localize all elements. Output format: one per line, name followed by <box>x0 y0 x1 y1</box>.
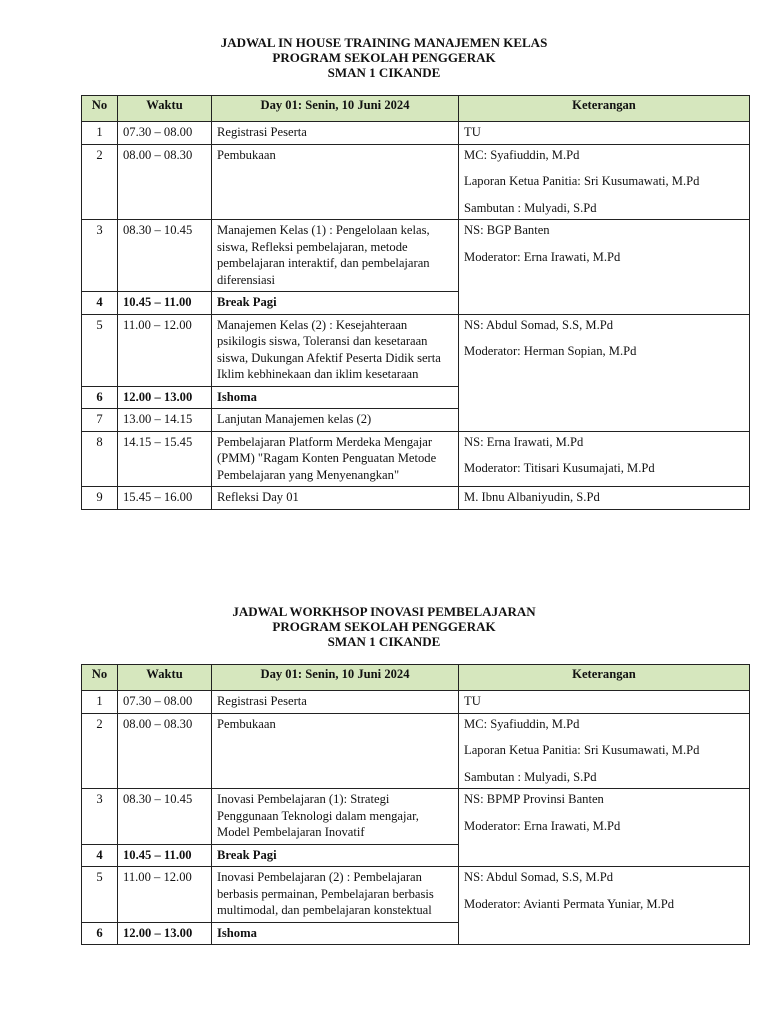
row-keterangan <box>459 867 750 945</box>
row-time: 08.30 – 10.45 <box>118 220 212 292</box>
row-no: 3 <box>82 220 118 292</box>
table-row <box>82 867 750 923</box>
schedule1-title <box>0 35 768 80</box>
row-no: 5 <box>82 867 118 923</box>
row-activity: Break Pagi <box>212 844 459 867</box>
row-time: 11.00 – 12.00 <box>118 314 212 386</box>
row-no: 6 <box>82 386 118 409</box>
keterangan-line: Moderator: Erna Irawati, M.Pd <box>464 249 621 264</box>
row-time: 12.00 – 13.00 <box>118 922 212 945</box>
schedule1-subtitle-line: PROGRAM SEKOLAH PENGGERAK <box>272 50 496 65</box>
keterangan-line: TU <box>464 694 481 708</box>
keterangan-line: Moderator: Titisari Kusumajati, M.Pd <box>464 461 655 475</box>
table-row <box>82 122 750 145</box>
table-row <box>82 713 750 789</box>
row-time: 11.00 – 12.00 <box>118 867 212 923</box>
row-no: 3 <box>82 789 118 845</box>
row-no: 1 <box>82 691 118 714</box>
row-no: 7 <box>82 409 118 432</box>
row-time: 07.30 – 08.00 <box>118 691 212 714</box>
row-time: 13.00 – 14.15 <box>118 409 212 432</box>
row-no: 8 <box>82 431 118 487</box>
keterangan-line: Sambutan : Mulyadi, S.Pd <box>464 769 597 784</box>
header-no: No <box>82 96 118 122</box>
keterangan-line: M. Ibnu Albaniyudin, S.Pd <box>464 490 600 504</box>
keterangan-line: Sambutan : Mulyadi, S.Pd <box>464 200 597 215</box>
header-no: No <box>82 665 118 691</box>
row-activity: Break Pagi <box>212 292 459 315</box>
table-row <box>82 487 750 510</box>
row-activity: Inovasi Pembelajaran (2) : Pembelajaran berbasis permainan, Pembelajaran berbasis multimodal, dan pembelajaran konstektual <box>212 867 459 923</box>
row-no: 1 <box>82 122 118 145</box>
keterangan-line: TU <box>464 125 481 139</box>
row-no: 2 <box>82 713 118 789</box>
row-no: 5 <box>82 314 118 386</box>
row-no: 4 <box>82 844 118 867</box>
schedule1-table <box>81 95 750 510</box>
keterangan-line: NS: BPMP Provinsi Banten <box>464 792 604 806</box>
row-no: 6 <box>82 922 118 945</box>
keterangan-line: Laporan Ketua Panitia: Sri Kusumawati, M.Pd <box>464 174 700 188</box>
keterangan-line: Laporan Ketua Panitia: Sri Kusumawati, M.Pd <box>464 743 700 757</box>
row-activity: Lanjutan Manajemen kelas (2) <box>212 409 459 432</box>
keterangan-line: NS: Abdul Somad, S.S, M.Pd <box>464 317 614 332</box>
row-activity: Pembelajaran Platform Merdeka Mengajar (PMM) "Ragam Konten Penguatan Metode Pembelajaran yang Menyenangkan" <box>212 431 459 487</box>
row-keterangan <box>459 691 750 714</box>
keterangan-line: NS: BGP Banten <box>464 223 550 237</box>
row-activity: Manajemen Kelas (1) : Pengelolaan kelas, siswa, Refleksi pembelajaran, metode pembelajaran interaktif, dan pembelajaran diferensiasi <box>212 220 459 292</box>
row-keterangan <box>459 314 750 431</box>
header-keterangan: Keterangan <box>459 96 750 122</box>
table-header-row <box>82 96 750 122</box>
row-time: 15.45 – 16.00 <box>118 487 212 510</box>
row-keterangan <box>459 789 750 867</box>
row-activity: Pembukaan <box>212 713 459 789</box>
row-activity: Ishoma <box>212 922 459 945</box>
table-header-row <box>82 665 750 691</box>
schedule2-school-line: SMAN 1 CIKANDE <box>327 634 441 649</box>
keterangan-line: Moderator: Herman Sopian, M.Pd <box>464 344 637 358</box>
keterangan-line: NS: Erna Irawati, M.Pd <box>464 434 584 449</box>
schedule1-title-line: JADWAL IN HOUSE TRAINING MANAJEMEN KELAS <box>220 35 548 50</box>
keterangan-line: Moderator: Avianti Permata Yuniar, M.Pd <box>464 896 675 911</box>
table-row <box>82 144 750 220</box>
row-no: 9 <box>82 487 118 510</box>
row-activity: Manajemen Kelas (2) : Kesejahteraan psikilogis siswa, Toleransi dan kesetaraan siswa, Dukungan Afektif Peserta Didik serta Iklim kebhinekaan dan iklim kesetaraan <box>212 314 459 386</box>
row-keterangan <box>459 144 750 220</box>
row-time: 10.45 – 11.00 <box>118 292 212 315</box>
row-time: 07.30 – 08.00 <box>118 122 212 145</box>
keterangan-line: Moderator: Erna Irawati, M.Pd <box>464 818 621 833</box>
row-activity: Pembukaan <box>212 144 459 220</box>
row-no: 4 <box>82 292 118 315</box>
row-no: 2 <box>82 144 118 220</box>
header-waktu: Waktu <box>118 96 212 122</box>
row-activity: Ishoma <box>212 386 459 409</box>
row-time: 12.00 – 13.00 <box>118 386 212 409</box>
row-activity: Registrasi Peserta <box>212 122 459 145</box>
header-waktu: Waktu <box>118 665 212 691</box>
schedule2-title-line: JADWAL WORKHSOP INOVASI PEMBELAJARAN <box>232 604 536 619</box>
row-activity: Registrasi Peserta <box>212 691 459 714</box>
header-day: Day 01: Senin, 10 Juni 2024 <box>212 96 459 122</box>
keterangan-line: MC: Syafiuddin, M.Pd <box>464 147 580 162</box>
keterangan-line: NS: Abdul Somad, S.S, M.Pd <box>464 870 614 884</box>
table-row <box>82 220 750 292</box>
row-activity: Refleksi Day 01 <box>212 487 459 510</box>
schedule2-subtitle-line: PROGRAM SEKOLAH PENGGERAK <box>272 619 496 634</box>
schedule1-school-line: SMAN 1 CIKANDE <box>327 65 441 80</box>
row-time: 08.00 – 08.30 <box>118 713 212 789</box>
row-keterangan <box>459 220 750 315</box>
table-row <box>82 691 750 714</box>
row-time: 10.45 – 11.00 <box>118 844 212 867</box>
row-keterangan <box>459 487 750 510</box>
row-keterangan <box>459 122 750 145</box>
row-time: 08.00 – 08.30 <box>118 144 212 220</box>
header-keterangan: Keterangan <box>459 665 750 691</box>
schedule2-table <box>81 664 750 945</box>
row-keterangan <box>459 431 750 487</box>
table-row <box>82 431 750 487</box>
row-time: 14.15 – 15.45 <box>118 431 212 487</box>
row-activity: Inovasi Pembelajaran (1): Strategi Penggunaan Teknologi dalam mengajar, Model Pembelajaran Inovatif <box>212 789 459 845</box>
table-row <box>82 789 750 845</box>
table-row <box>82 314 750 386</box>
header-day: Day 01: Senin, 10 Juni 2024 <box>212 665 459 691</box>
row-keterangan <box>459 713 750 789</box>
schedule2-title <box>0 604 768 649</box>
keterangan-line: MC: Syafiuddin, M.Pd <box>464 716 580 731</box>
row-time: 08.30 – 10.45 <box>118 789 212 845</box>
